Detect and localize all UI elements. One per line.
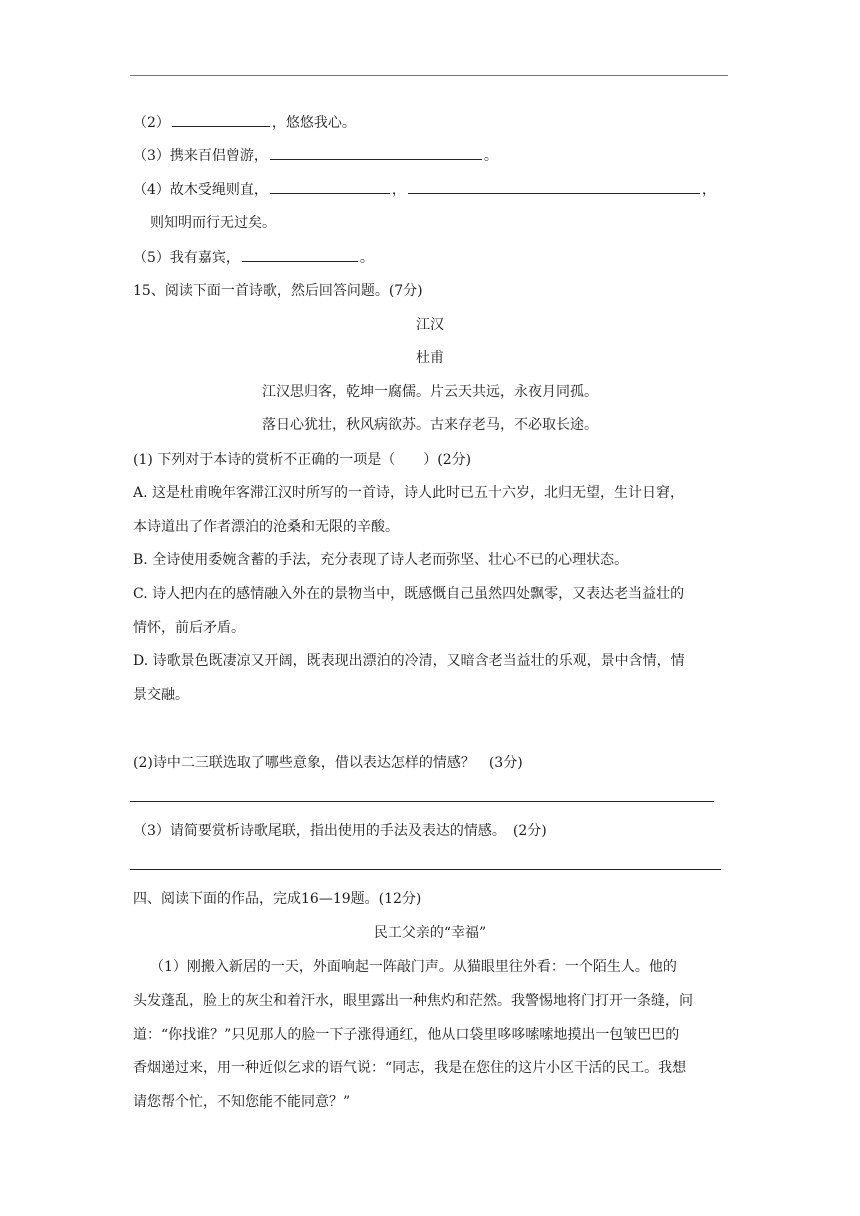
answer-blank[interactable] <box>172 112 270 127</box>
option-a-line1: A. 这是杜甫晚年客滞江汉时所写的一首诗，诗人此时已五十六岁，北归无望，生计日窘， <box>133 485 685 501</box>
q14-item-3-suffix: 。 <box>483 148 498 164</box>
q15-sub2: (2)诗中二三联选取了哪些意象，借以表达怎样的情感？ (3分) <box>133 755 523 771</box>
option-c-line1: C. 诗人把内在的感情融入外在的景物当中，既感慨自己虽然四处飘零，又表达老当益壮的 <box>133 586 685 602</box>
paragraph-line: 请您帮个忙，不知您能不能同意？” <box>133 1094 351 1110</box>
option-b-line1: B. 全诗使用委婉含蓄的手法，充分表现了诗人老而弥坚、壮心不已的心理状态。 <box>133 552 629 568</box>
paragraph-line: （1）刚搬入新居的一天，外面响起一阵敲门声。从猫眼里往外看：一个陌生人。他的 <box>150 959 677 975</box>
q14-item-3-prefix: （3）携来百侣曾游， <box>133 148 268 164</box>
poem-author: 杜甫 <box>416 350 444 366</box>
option-d-line1: D. 诗歌景色既凄凉又开阔，既表现出漂泊的冷清，又暗含老当益壮的乐观，景中含情，情 <box>133 653 685 669</box>
paragraph-line: 香烟递过来，用一种近似乞求的语气说：“同志，我是在您住的这片小区干活的民工。我想 <box>133 1060 687 1076</box>
q14-item-2 <box>133 112 356 133</box>
q15-sub3: （3）请简要赏析诗歌尾联，指出使用的手法及表达的情感。 (2分) <box>133 823 547 839</box>
answer-blank[interactable] <box>270 145 482 160</box>
q15-stem: 15、阅读下面一首诗歌，然后回答问题。(7分) <box>133 283 423 299</box>
q14-item-4-suffix: ， <box>701 182 716 198</box>
answer-blank[interactable] <box>242 247 358 262</box>
q14-item-5-prefix: （5）我有嘉宾， <box>133 250 240 266</box>
option-a-line2: 本诗道出了作者漂泊的沧桑和无限的辛酸。 <box>133 519 399 535</box>
poem-line-2: 落日心犹壮，秋风病欲苏。古来存老马，不必取长途。 <box>262 417 598 433</box>
poem-line-1: 江汉思归客，乾坤一腐儒。片云天共远，永夜月同孤。 <box>262 384 598 400</box>
q14-item-2-prefix: （2） <box>133 115 170 131</box>
q14-item-5 <box>133 247 374 268</box>
section4-heading: 四、阅读下面的作品，完成16—19题。(12分) <box>133 891 422 907</box>
answer-line[interactable] <box>130 869 721 870</box>
q14-item-4-mid: ， <box>391 182 406 198</box>
q14-item-2-suffix: ，悠悠我心。 <box>271 115 356 131</box>
q14-item-3 <box>133 145 498 166</box>
option-c-line2: 情怀，前后矛盾。 <box>133 620 245 636</box>
poem-title: 江汉 <box>416 317 444 333</box>
answer-blank[interactable] <box>408 179 700 194</box>
q14-item-4-prefix: （4）故木受绳则直， <box>133 182 268 198</box>
q14-item-4-cont: 则知明而行无过矣。 <box>150 215 276 231</box>
q14-item-4 <box>133 179 716 200</box>
answer-blank[interactable] <box>270 179 390 194</box>
q15-sub1: (1) 下列对于本诗的赏析不正确的一项是（ ）(2分) <box>133 452 472 468</box>
paragraph-line: 道：“你找谁？”只见那人的脸一下子涨得通红，他从口袋里哆哆嗦嗦地摸出一包皱巴巴的 <box>133 1027 680 1043</box>
answer-line[interactable] <box>130 801 714 802</box>
article-title: 民工父亲的“幸福” <box>373 925 487 941</box>
header-rule <box>130 75 728 76</box>
q14-item-5-suffix: 。 <box>359 250 374 266</box>
option-d-line2: 景交融。 <box>133 687 189 703</box>
paragraph-line: 头发蓬乱，脸上的灰尘和着汗水，眼里露出一种焦灼和茫然。我警惕地将门打开一条缝，问 <box>133 993 693 1009</box>
